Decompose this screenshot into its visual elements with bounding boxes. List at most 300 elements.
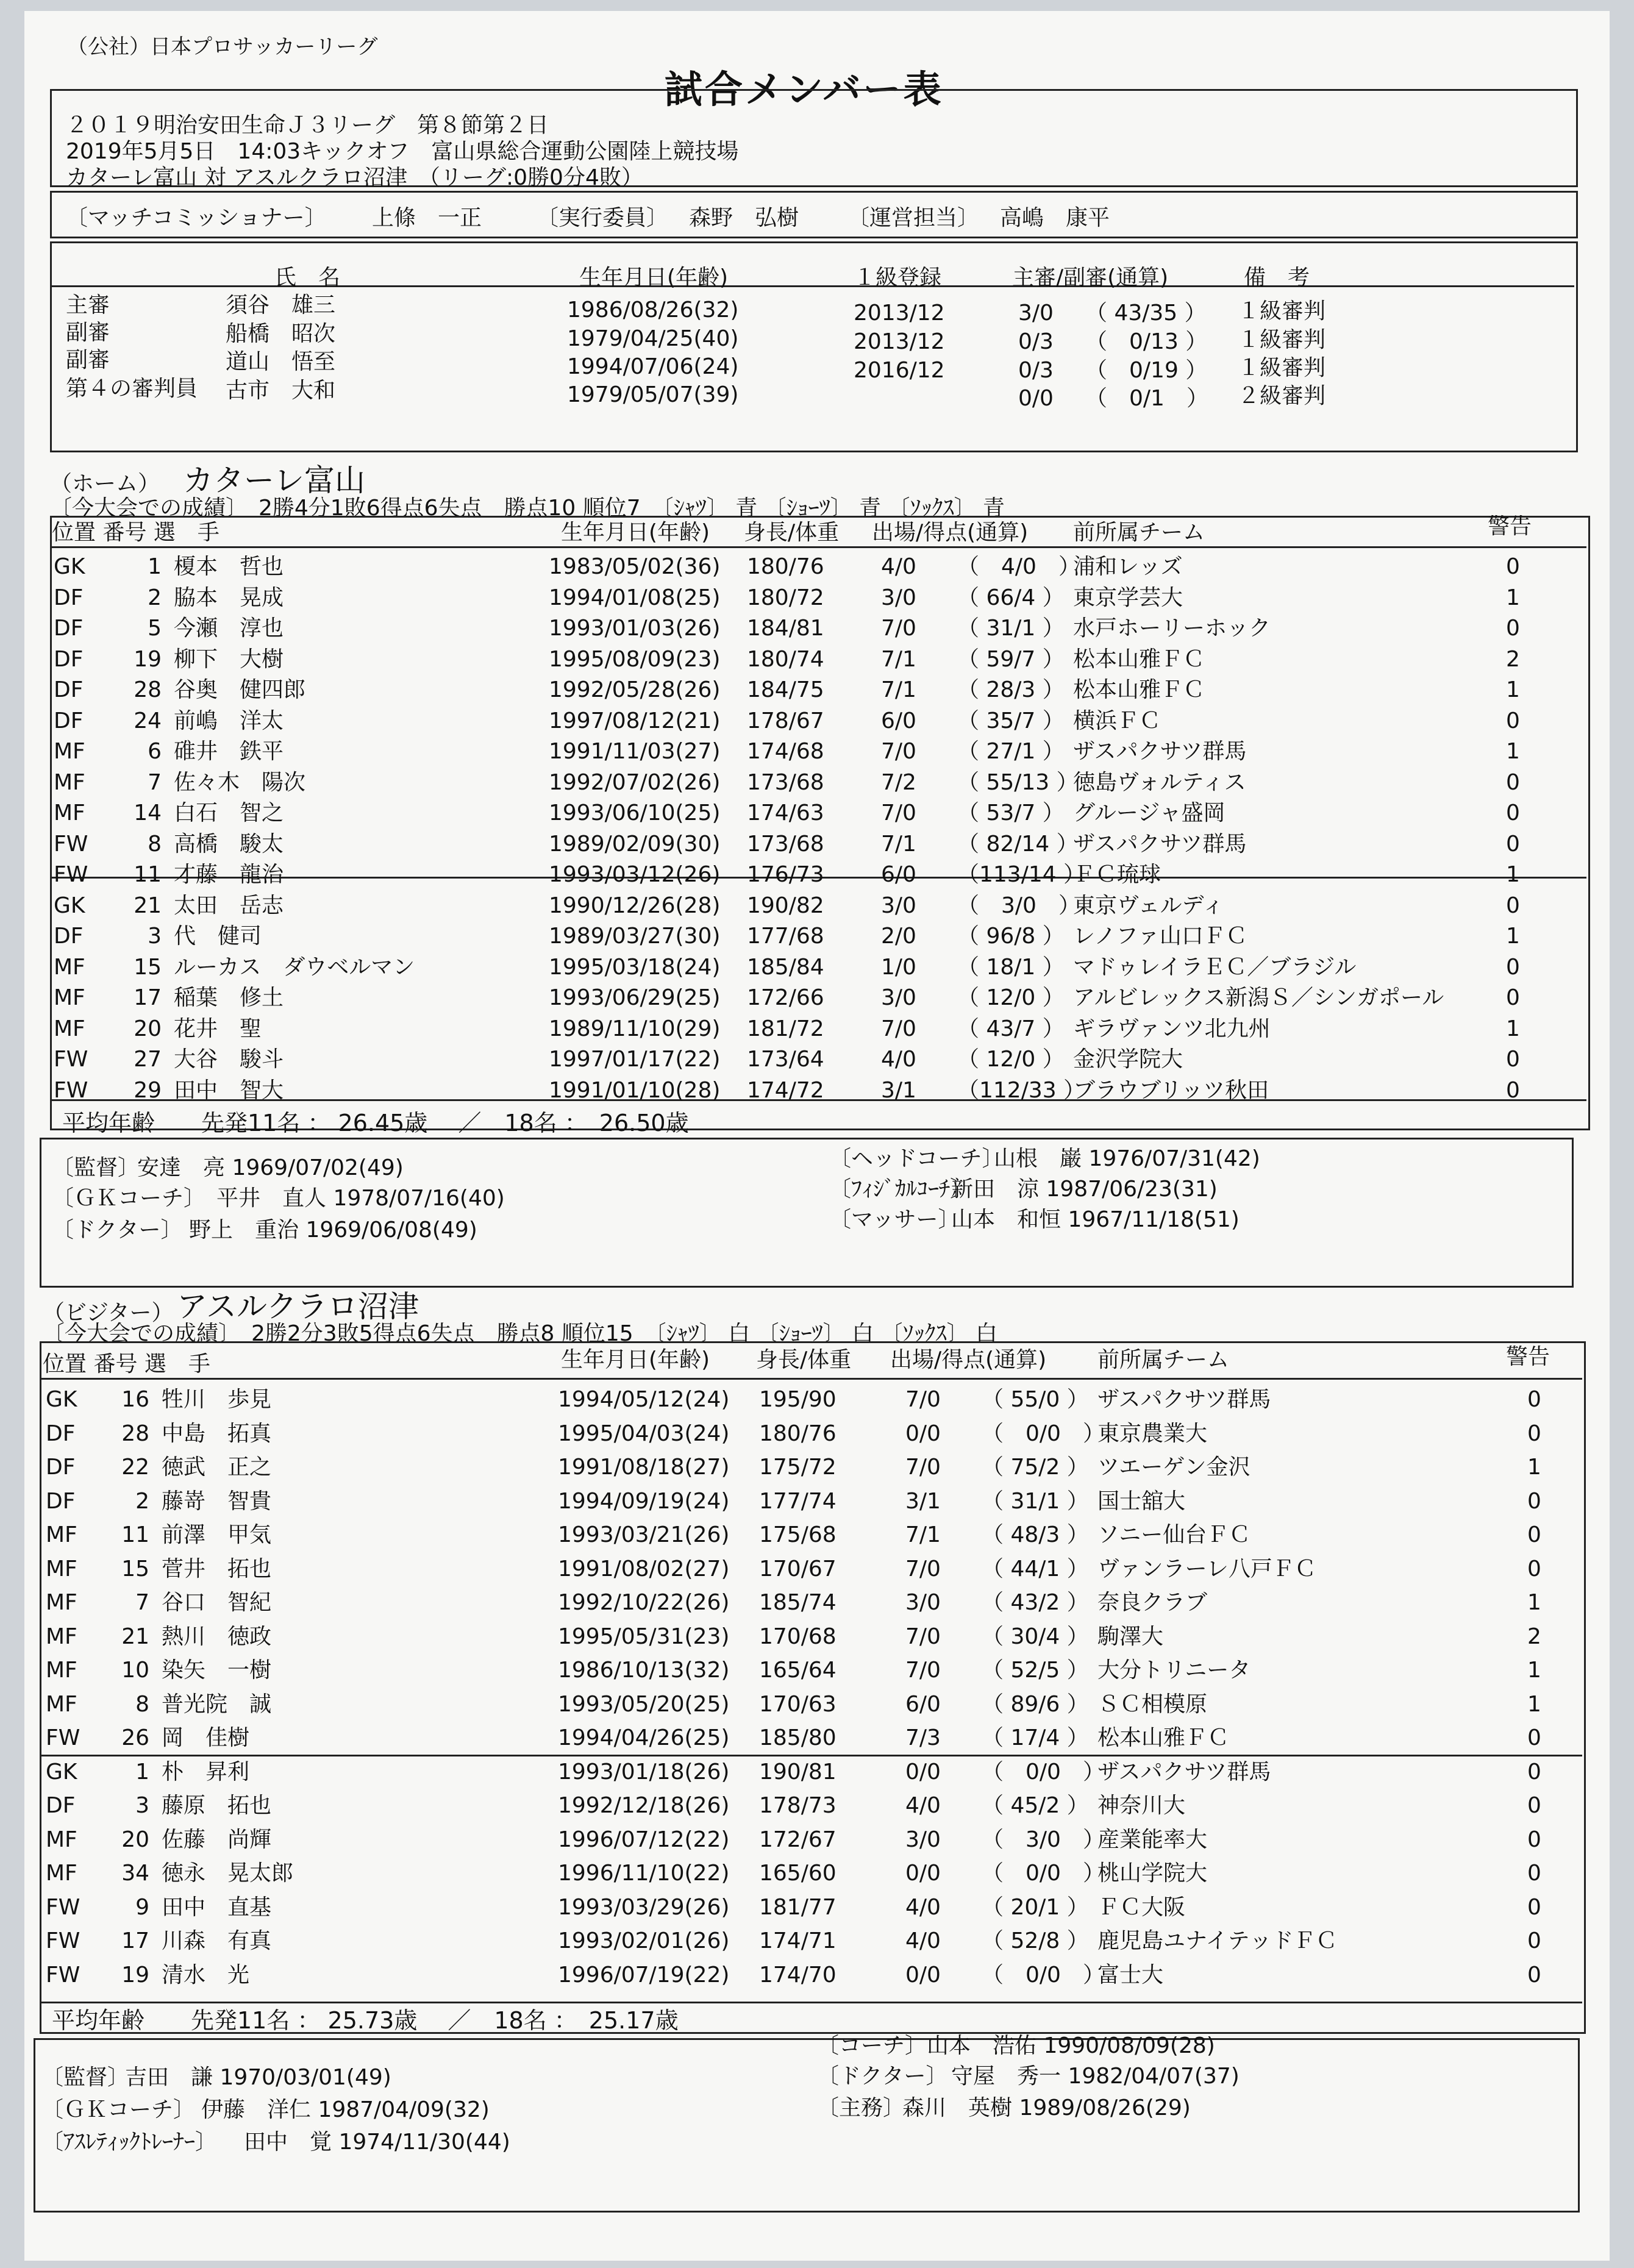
player-height-weight: 174/70	[759, 1962, 837, 1988]
player-position: FW	[54, 831, 88, 857]
player-previous-team: ザスパクサツ群馬	[1073, 831, 1247, 857]
player-apps-goals: 4/0	[905, 1894, 941, 1920]
player-apps-goals: 7/0	[905, 1658, 941, 1683]
player-apps-goals: 7/1	[881, 646, 916, 672]
player-height-weight: 173/68	[747, 769, 824, 795]
player-height-weight: 185/74	[759, 1590, 837, 1615]
player-birthdate: 1989/02/09(30)	[549, 831, 721, 857]
home-header-dob: 生年月日(年齢)	[561, 520, 710, 545]
player-position: DF	[46, 1455, 76, 1480]
player-height-weight: 176/73	[747, 862, 824, 887]
player-row	[24, 890, 1610, 922]
player-apps-goals: 7/1	[881, 677, 916, 702]
player-warnings: 0	[1527, 1894, 1541, 1920]
referee-total: （ 0/1 ）	[1085, 386, 1208, 411]
player-apps-goals: 1/0	[881, 954, 916, 980]
player-number: 7	[148, 769, 162, 795]
player-position: MF	[46, 1658, 77, 1683]
player-height-weight: 174/68	[747, 739, 824, 764]
player-name: 徳武 正之	[162, 1455, 272, 1480]
player-birthdate: 1993/06/29(25)	[549, 985, 721, 1010]
home-header-player: 位置 番号 選 手	[52, 520, 219, 545]
player-name: 岡 佳樹	[162, 1725, 250, 1750]
player-position: MF	[46, 1556, 77, 1582]
executive-label: 〔実行委員〕	[537, 205, 669, 230]
player-warnings: 1	[1506, 924, 1520, 949]
home-staff-masseur-label: 〔マッサー〕	[829, 1207, 960, 1232]
player-apps-goals: 6/0	[881, 708, 916, 733]
member-sheet	[24, 11, 1610, 2261]
player-apps-goals: 0/0	[905, 1759, 941, 1785]
player-name: 花井 聖	[174, 1016, 262, 1041]
home-staff-gk-coach: 平井 直人 1978/07/16(40)	[216, 1186, 505, 1211]
visitor-staff-doctor-label: 〔ドクター〕	[817, 2064, 948, 2089]
player-apps-goals: 7/0	[881, 801, 916, 826]
player-height-weight: 173/64	[747, 1047, 824, 1072]
player-number: 2	[148, 585, 162, 610]
player-career-total: （ 66/4 ）	[957, 585, 1065, 610]
player-birthdate: 1993/03/29(26)	[558, 1894, 730, 1920]
visitor-staff-box	[34, 2038, 1580, 2213]
player-position: DF	[54, 646, 84, 672]
player-career-total: （ 17/4 ）	[982, 1725, 1089, 1750]
home-tag: （ホーム）	[50, 471, 160, 496]
player-position: MF	[54, 985, 85, 1010]
player-apps-goals: 3/0	[881, 893, 916, 918]
player-career-total: （ 31/1 ）	[957, 616, 1065, 641]
player-career-total: （ 0/0 ）	[982, 1861, 1105, 1886]
player-birthdate: 1992/12/18(26)	[558, 1793, 730, 1818]
player-birthdate: 1993/03/12(26)	[549, 862, 721, 887]
player-position: MF	[54, 1016, 85, 1041]
player-previous-team: ギラヴァンツ北九州	[1073, 1016, 1271, 1041]
player-career-total: （ 30/4 ）	[982, 1624, 1089, 1649]
player-apps-goals: 3/1	[905, 1488, 941, 1514]
visitor-header-warnings: 警告	[1506, 1344, 1550, 1369]
player-height-weight: 181/77	[759, 1894, 837, 1920]
player-previous-team: 松本山雅ＦＣ	[1073, 677, 1205, 702]
player-position: DF	[46, 1421, 76, 1446]
player-birthdate: 1989/11/10(29)	[549, 1016, 721, 1041]
executive-name: 森野 弘樹	[689, 205, 799, 230]
visitor-record: 〔今大会での成績〕 2勝2分3敗5得点6失点 勝点8 順位15 〔ｼｬﾂ〕 白 〔ｼｮｰﾂ〕 白 〔ｿｯｸｽ〕 白	[43, 1321, 997, 1346]
player-number: 3	[135, 1793, 149, 1818]
referee-total: （ 0/19 ）	[1085, 358, 1208, 383]
player-warnings: 0	[1527, 1928, 1541, 1953]
player-warnings: 1	[1527, 1455, 1541, 1480]
player-name: 榎本 哲也	[174, 554, 284, 579]
home-player-list	[24, 551, 1610, 1103]
player-previous-team: 鹿児島ユナイテッドＦＣ	[1097, 1928, 1338, 1953]
player-previous-team: 松本山雅ＦＣ	[1073, 646, 1205, 672]
operations-label: 〔運営担当〕	[847, 205, 980, 230]
player-position: DF	[54, 708, 84, 733]
player-career-total: （ 18/1 ）	[957, 954, 1065, 980]
player-birthdate: 1995/05/31(23)	[558, 1624, 730, 1649]
player-number: 27	[134, 1047, 162, 1072]
player-position: GK	[46, 1387, 77, 1412]
player-career-total: （ 43/7 ）	[957, 1016, 1065, 1041]
player-warnings: 1	[1506, 677, 1520, 702]
player-name: 碓井 鉄平	[174, 739, 284, 764]
player-name: 田中 直基	[162, 1894, 272, 1920]
player-row	[24, 1075, 1610, 1107]
player-position: GK	[54, 554, 85, 579]
player-warnings: 0	[1506, 985, 1520, 1010]
referee-registration: 2013/12	[854, 301, 945, 326]
player-birthdate: 1995/04/03(24)	[558, 1421, 730, 1446]
player-previous-team: グルージャ盛岡	[1073, 801, 1226, 826]
player-number: 15	[134, 954, 162, 980]
player-previous-team: 大分トリニータ	[1097, 1658, 1251, 1683]
player-warnings: 1	[1506, 1016, 1520, 1041]
player-number: 28	[134, 677, 162, 702]
player-warnings: 0	[1506, 801, 1520, 826]
player-position: MF	[46, 1861, 77, 1886]
player-apps-goals: 3/1	[881, 1077, 916, 1103]
referee-role: 主審	[66, 293, 110, 318]
player-name: 川森 有真	[162, 1928, 272, 1953]
player-height-weight: 180/74	[747, 646, 824, 672]
player-birthdate: 1993/01/18(26)	[558, 1759, 730, 1785]
referee-note: １級審判	[1238, 299, 1326, 324]
player-warnings: 0	[1527, 1556, 1541, 1582]
player-height-weight: 178/73	[759, 1793, 837, 1818]
player-career-total: （ 0/0 ）	[982, 1759, 1105, 1785]
player-apps-goals: 3/0	[905, 1827, 941, 1852]
player-height-weight: 177/74	[759, 1488, 837, 1514]
player-previous-team: ブラウブリッツ秋田	[1073, 1077, 1269, 1103]
player-row	[24, 582, 1610, 614]
referee-games: 0/3	[1018, 329, 1054, 354]
player-number: 20	[121, 1827, 149, 1852]
player-apps-goals: 7/3	[905, 1725, 941, 1750]
player-row	[24, 1417, 1610, 1451]
player-row	[24, 982, 1610, 1014]
referee-registration: 2013/12	[854, 329, 945, 354]
visitor-staff-trainer: 田中 覚 1974/11/30(44)	[244, 2130, 510, 2155]
player-previous-team: 奈良クラブ	[1097, 1590, 1208, 1615]
player-row	[24, 1013, 1610, 1045]
player-apps-goals: 0/0	[905, 1421, 941, 1446]
referee-games: 0/3	[1018, 358, 1054, 383]
home-average-age: 平均年齢 先発11名 ： 26.45歳 ／ 18名 ： 26.50歳	[62, 1110, 689, 1136]
player-career-total: （ 20/1 ）	[982, 1894, 1089, 1920]
home-staff-headcoach2: 山根 巌 1976/07/31(42)	[994, 1146, 1260, 1171]
player-previous-team: 東京学芸大	[1073, 585, 1183, 610]
player-apps-goals: 6/0	[905, 1691, 941, 1717]
referee-name: 古市 大和	[226, 378, 336, 403]
player-previous-team: 富士大	[1097, 1962, 1164, 1988]
visitor-staff-trainer-label: 〔ｱｽﾚﾃｨｯｸﾄﾚｰﾅｰ〕	[41, 2130, 218, 2155]
home-header-warnings: 警告	[1488, 514, 1532, 539]
player-row	[24, 921, 1610, 952]
player-name: 普光院 誠	[162, 1691, 272, 1717]
referee-header-games: 主審/副審(通算)	[1012, 265, 1169, 290]
referee-registration: 2016/12	[854, 358, 945, 383]
player-career-total: （ 31/1 ）	[982, 1488, 1089, 1514]
player-warnings: 0	[1527, 1793, 1541, 1818]
player-previous-team: ＦＣ大阪	[1097, 1894, 1186, 1920]
player-previous-team: 神奈川大	[1097, 1793, 1186, 1818]
player-name: 今瀬 淳也	[174, 616, 284, 641]
player-number: 11	[134, 862, 162, 887]
player-warnings: 1	[1527, 1590, 1541, 1615]
player-birthdate: 1994/01/08(25)	[549, 585, 721, 610]
player-previous-team: 水戸ホーリーホック	[1073, 616, 1271, 641]
player-height-weight: 170/67	[759, 1556, 837, 1582]
referee-games: 0/0	[1018, 386, 1054, 411]
player-name: 才藤 龍治	[174, 862, 284, 887]
player-name: 前澤 甲気	[162, 1522, 272, 1547]
player-warnings: 0	[1527, 1421, 1541, 1446]
player-row	[24, 1755, 1610, 1789]
player-birthdate: 1996/11/10(22)	[558, 1861, 730, 1886]
player-number: 6	[148, 739, 162, 764]
player-name: 谷口 智紀	[162, 1590, 272, 1615]
home-staff-physical: 新田 涼 1987/06/23(31)	[951, 1177, 1218, 1202]
player-position: MF	[46, 1691, 77, 1717]
visitor-staff-coach-label: 〔コーチ〕	[817, 2033, 927, 2058]
visitor-average-age: 平均年齢 先発11名 ： 25.73歳 ／ 18名 ： 25.17歳	[52, 2007, 679, 2034]
player-number: 1	[135, 1759, 149, 1785]
player-apps-goals: 7/2	[881, 769, 916, 795]
player-name: 白石 智之	[174, 801, 284, 826]
player-name: 谷奥 健四郎	[174, 677, 306, 702]
player-previous-team: レノファ山口ＦＣ	[1073, 924, 1247, 949]
player-position: DF	[54, 585, 84, 610]
player-career-total: （ 82/14 ）	[957, 831, 1079, 857]
player-apps-goals: 7/0	[881, 616, 916, 641]
player-apps-goals: 7/1	[905, 1522, 941, 1547]
referee-name: 道山 悟至	[226, 349, 336, 374]
player-previous-team: ザスパクサツ群馬	[1073, 739, 1247, 764]
player-previous-team: ザスパクサツ群馬	[1097, 1759, 1271, 1785]
referee-total: （ 43/35 ）	[1085, 301, 1207, 326]
player-name: 中島 拓真	[162, 1421, 272, 1446]
home-record: 〔今大会での成績〕 2勝4分1敗6得点6失点 勝点10 順位7 〔ｼｬﾂ〕 青 〔ｼｮｰﾂ〕 青 〔ｿｯｸｽ〕 青	[50, 496, 1005, 521]
player-birthdate: 1992/07/02(26)	[549, 769, 721, 795]
match-fixture: カターレ富山 対 アスルクラロ沼津 （リーグ:0勝0分4敗）	[66, 165, 643, 190]
referee-dob: 1986/08/26(32)	[567, 298, 739, 323]
player-warnings: 0	[1506, 954, 1520, 980]
player-birthdate: 1991/08/18(27)	[558, 1455, 730, 1480]
visitor-header-prevteam: 前所属チーム	[1097, 1347, 1230, 1372]
player-number: 3	[148, 924, 162, 949]
visitor-header-apps: 出場/得点(通算)	[890, 1347, 1047, 1372]
player-height-weight: 190/82	[747, 893, 824, 918]
player-name: 菅井 拓也	[162, 1556, 272, 1582]
referee-name: 船橋 昭次	[226, 321, 336, 346]
player-career-total: （ 59/7 ）	[957, 646, 1065, 672]
player-name: 脇本 晃成	[174, 585, 284, 610]
player-position: MF	[54, 739, 85, 764]
player-warnings: 1	[1506, 585, 1520, 610]
player-apps-goals: 7/0	[905, 1556, 941, 1582]
player-row	[24, 1653, 1610, 1688]
referee-header-registration: １級登録	[854, 265, 942, 290]
player-row	[24, 767, 1610, 799]
player-birthdate: 1992/10/22(26)	[558, 1590, 730, 1615]
visitor-avg-rule	[40, 2002, 1582, 2003]
player-apps-goals: 2/0	[881, 924, 916, 949]
player-warnings: 1	[1506, 862, 1520, 887]
referee-dob: 1979/05/07(39)	[567, 382, 739, 407]
player-height-weight: 170/63	[759, 1691, 837, 1717]
player-career-total: （ 0/0 ）	[982, 1962, 1105, 1988]
player-birthdate: 1994/04/26(25)	[558, 1725, 730, 1750]
player-position: FW	[54, 1047, 88, 1072]
player-apps-goals: 0/0	[905, 1861, 941, 1886]
player-row	[24, 551, 1610, 583]
player-previous-team: 徳島ヴォルティス	[1073, 769, 1246, 795]
player-row	[24, 1450, 1610, 1485]
player-birthdate: 1995/08/09(23)	[549, 646, 721, 672]
player-birthdate: 1993/03/21(26)	[558, 1522, 730, 1547]
player-height-weight: 174/63	[747, 801, 824, 826]
player-name: 染矢 一樹	[162, 1658, 272, 1683]
player-number: 22	[121, 1455, 149, 1480]
player-birthdate: 1996/07/12(22)	[558, 1827, 730, 1852]
referee-role: 副審	[66, 320, 110, 345]
home-header-apps: 出場/得点(通算)	[872, 520, 1029, 545]
player-apps-goals: 4/0	[881, 554, 916, 579]
player-number: 21	[134, 893, 162, 918]
player-previous-team: 東京農業大	[1097, 1421, 1208, 1446]
player-number: 11	[121, 1522, 149, 1547]
player-apps-goals: 6/0	[881, 862, 916, 887]
home-staff-headcoach2-label: 〔ヘッドコーチ〕	[829, 1146, 1004, 1171]
referee-header-dob: 生年月日(年齢)	[579, 265, 729, 290]
home-team-name: カターレ富山	[183, 463, 365, 498]
player-position: MF	[46, 1590, 77, 1615]
player-warnings: 0	[1506, 554, 1520, 579]
player-previous-team: アルビレックス新潟Ｓ／シンガポール	[1073, 985, 1444, 1010]
visitor-staff-gk-coach: 伊藤 洋仁 1987/04/09(32)	[201, 2097, 490, 2122]
player-previous-team: 産業能率大	[1097, 1827, 1208, 1852]
commissioner-name: 上條 一正	[372, 205, 482, 230]
referee-note: １級審判	[1238, 327, 1326, 352]
player-apps-goals: 0/0	[905, 1962, 941, 1988]
home-staff-physical-label: 〔ﾌｨｼﾞｶﾙｺｰﾁ〕	[829, 1177, 972, 1202]
player-position: MF	[46, 1624, 77, 1649]
player-name: 田中 智大	[174, 1077, 284, 1103]
player-apps-goals: 4/0	[905, 1928, 941, 1953]
player-name: 藤原 拓也	[162, 1793, 272, 1818]
player-career-total: （ 28/3 ）	[957, 677, 1065, 702]
player-position: GK	[54, 893, 85, 918]
player-previous-team: 国士舘大	[1097, 1488, 1186, 1514]
player-career-total: （ 27/1 ）	[957, 739, 1065, 764]
player-warnings: 0	[1506, 1077, 1520, 1103]
player-number: 8	[148, 831, 162, 857]
player-apps-goals: 4/0	[881, 1047, 916, 1072]
player-number: 20	[134, 1016, 162, 1041]
player-career-total: （ 55/0 ）	[982, 1387, 1089, 1412]
referee-header-name: 氏 名	[274, 265, 341, 290]
player-height-weight: 178/67	[747, 708, 824, 733]
player-apps-goals: 7/1	[881, 831, 916, 857]
player-name: 太田 岳志	[174, 893, 284, 918]
player-name: 佐々木 陽次	[174, 769, 306, 795]
player-apps-goals: 4/0	[905, 1793, 941, 1818]
visitor-header-dob: 生年月日(年齢)	[561, 1347, 710, 1372]
player-height-weight: 180/76	[759, 1421, 837, 1446]
player-height-weight: 185/80	[759, 1725, 837, 1750]
player-height-weight: 172/66	[747, 985, 824, 1010]
player-position: MF	[54, 769, 85, 795]
player-career-total: （ 12/0 ）	[957, 1047, 1065, 1072]
player-birthdate: 1994/09/19(24)	[558, 1488, 730, 1514]
player-birthdate: 1983/05/02(36)	[549, 554, 721, 579]
referee-note: ２級審判	[1238, 383, 1326, 408]
player-warnings: 1	[1527, 1658, 1541, 1683]
visitor-staff-head-coach-label: 〔監督〕	[41, 2065, 130, 2090]
player-career-total: （ 4/0 ）	[957, 554, 1080, 579]
player-row	[24, 1586, 1610, 1620]
player-apps-goals: 3/0	[881, 585, 916, 610]
visitor-staff-secretary: 森川 英樹 1989/08/26(29)	[902, 2095, 1191, 2120]
visitor-tag: （ビジター）	[43, 1300, 174, 1325]
home-staff-head-coach: 安達 亮 1969/07/02(49)	[137, 1155, 404, 1180]
player-career-total: （113/14 ）	[957, 862, 1086, 887]
visitor-header-player: 位置 番号 選 手	[43, 1352, 210, 1377]
player-height-weight: 174/71	[759, 1928, 837, 1953]
player-number: 24	[134, 708, 162, 733]
player-number: 7	[135, 1590, 149, 1615]
player-name: 高橋 駿太	[174, 831, 284, 857]
player-height-weight: 175/72	[759, 1455, 837, 1480]
player-career-total: （ 48/3 ）	[982, 1522, 1089, 1547]
player-number: 17	[134, 985, 162, 1010]
player-position: DF	[46, 1488, 76, 1514]
player-warnings: 0	[1527, 1387, 1541, 1412]
player-career-total: （112/33 ）	[957, 1077, 1086, 1103]
player-warnings: 1	[1506, 739, 1520, 764]
player-birthdate: 1995/03/18(24)	[549, 954, 721, 980]
player-career-total: （ 96/8 ）	[957, 924, 1065, 949]
player-height-weight: 170/68	[759, 1624, 837, 1649]
player-apps-goals: 3/0	[905, 1590, 941, 1615]
player-position: MF	[46, 1827, 77, 1852]
player-row	[24, 797, 1610, 829]
player-previous-team: ＳＣ相模原	[1097, 1691, 1208, 1717]
player-position: DF	[46, 1793, 76, 1818]
referee-name: 須谷 雄三	[226, 293, 336, 318]
player-birthdate: 1993/05/20(25)	[558, 1691, 730, 1717]
player-row	[24, 644, 1610, 676]
player-position: MF	[54, 801, 85, 826]
player-position: FW	[46, 1928, 80, 1953]
player-warnings: 0	[1527, 1522, 1541, 1547]
player-previous-team: 東京ヴェルディ	[1073, 893, 1224, 918]
player-height-weight: 184/81	[747, 616, 824, 641]
referee-role: 副審	[66, 348, 110, 373]
player-previous-team: 浦和レッズ	[1073, 554, 1183, 579]
commissioner-label: 〔マッチコミッショナー〕	[66, 205, 327, 230]
player-number: 19	[134, 646, 162, 672]
player-number: 29	[134, 1077, 162, 1103]
player-career-total: （ 55/13 ）	[957, 769, 1079, 795]
player-career-total: （ 0/0 ）	[982, 1421, 1105, 1446]
player-position: MF	[46, 1522, 77, 1547]
player-position: GK	[46, 1759, 77, 1785]
player-birthdate: 1991/01/10(28)	[549, 1077, 721, 1103]
player-number: 9	[135, 1894, 149, 1920]
player-height-weight: 181/72	[747, 1016, 824, 1041]
player-warnings: 0	[1527, 1962, 1541, 1988]
player-name: 熱川 徳政	[162, 1624, 272, 1649]
